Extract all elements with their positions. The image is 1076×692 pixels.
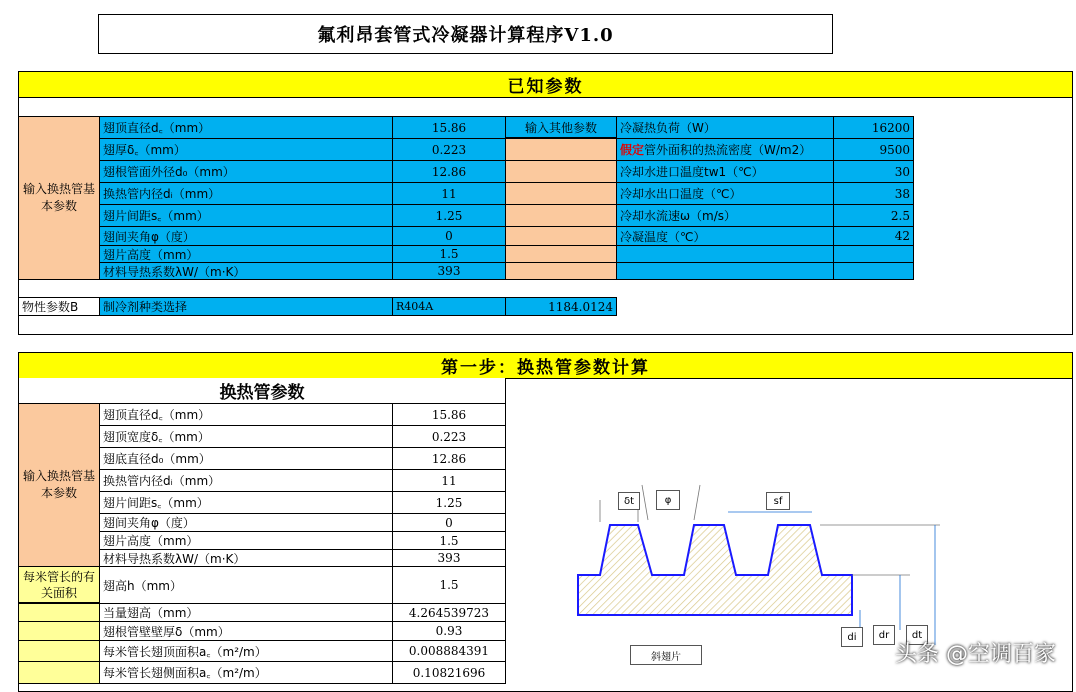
step1-param-name: 当量翅高（mm） <box>99 603 393 622</box>
step1-subheader: 换热管参数 <box>18 378 506 404</box>
step1-param-value: 1.5 <box>392 566 506 604</box>
known-param-name: 翅片高度（mm） <box>99 245 393 263</box>
step1-param-value: 12.86 <box>392 447 506 470</box>
step1-param-name: 翅片高度（mm） <box>99 531 393 550</box>
known-param-name: 翅间夹角φ（度） <box>99 226 393 246</box>
step1-param-name: 翅底直径d₀（mm） <box>99 447 393 470</box>
peach-cell <box>505 226 617 246</box>
known-param-value[interactable]: 1.25 <box>392 204 506 227</box>
other-param-name <box>616 245 834 263</box>
peach-cell <box>505 262 617 280</box>
step1-param-value: 1.25 <box>392 491 506 514</box>
other-param-value <box>833 262 914 280</box>
step1-param-name: 换热管内径dᵢ（mm） <box>99 469 393 492</box>
peach-cell <box>505 138 617 161</box>
step1-param-value: 393 <box>392 549 506 567</box>
other-param-value[interactable]: 9500 <box>833 138 914 161</box>
diagram-caption: 斜翅片 <box>630 645 702 665</box>
step1-param-name: 翅高h（mm） <box>99 566 393 604</box>
yellow-cell <box>18 661 100 684</box>
step1-param-name: 每米管长翅侧面积a꜀（m²/m） <box>99 661 393 684</box>
other-param-name <box>616 262 834 280</box>
other-param-label: 冷凝热负荷（W） <box>620 121 716 135</box>
property-label: 物性参数B <box>18 297 100 316</box>
label-sf: sf <box>766 492 790 510</box>
yellow-cell <box>18 621 100 641</box>
refrigerant-number: 1184.0124 <box>505 297 617 316</box>
step1-param-value: 1.5 <box>392 531 506 550</box>
peach-cell <box>505 245 617 263</box>
known-param-value[interactable]: 0.223 <box>392 138 506 161</box>
label-dt: dt <box>906 625 928 645</box>
other-param-name <box>616 138 834 161</box>
step1-param-name: 翅根管壁壁厚δ（mm） <box>99 621 393 641</box>
known-param-name: 翅顶直径d꜀（mm） <box>99 116 393 139</box>
yellow-cell <box>18 640 100 662</box>
known-param-value[interactable]: 12.86 <box>392 160 506 183</box>
known-param-name: 翅片间距s꜀（mm） <box>99 204 393 227</box>
other-param-value <box>833 245 914 263</box>
other-param-name <box>616 116 834 139</box>
known-param-name: 翅厚δ꜀（mm） <box>99 138 393 161</box>
assumed-prefix: 假定 <box>620 143 645 157</box>
known-param-value[interactable]: 393 <box>392 262 506 280</box>
known-param-value[interactable]: 15.86 <box>392 116 506 139</box>
step1-param-name: 翅顶直径d꜀（mm） <box>99 403 393 426</box>
other-param-label: 冷却水流速ω（m/s） <box>620 209 737 223</box>
step1-param-value: 15.86 <box>392 403 506 426</box>
other-param-value[interactable]: 16200 <box>833 116 914 139</box>
known-param-value[interactable]: 0 <box>392 226 506 246</box>
other-param-label: 冷却水进口温度tw1（℃） <box>620 165 764 179</box>
page-title: 氟利昂套管式冷凝器计算程序V1.0 <box>98 14 833 54</box>
other-param-name <box>616 182 834 205</box>
refrigerant-label: 制冷剂种类选择 <box>99 297 393 316</box>
step1-param-value: 0.223 <box>392 425 506 448</box>
known-param-name: 材料导热系数λW/（m·K） <box>99 262 393 280</box>
refrigerant-select[interactable]: R404A <box>392 297 506 316</box>
other-param-value[interactable]: 30 <box>833 160 914 183</box>
known-params-header: 已知参数 <box>19 72 1072 98</box>
step1-param-name: 每米管长翅顶面积a꜀（m²/m） <box>99 640 393 662</box>
known-param-value[interactable]: 11 <box>392 182 506 205</box>
known-group-label: 输入换热管基本参数 <box>18 116 100 280</box>
known-param-name: 翅根管面外径d₀（mm） <box>99 160 393 183</box>
step1-param-name: 翅间夹角φ（度） <box>99 513 393 532</box>
step1-param-name: 材料导热系数λW/（m·K） <box>99 549 393 567</box>
step1-header: 第一步：换热管参数计算 <box>19 353 1072 379</box>
step1-param-value: 11 <box>392 469 506 492</box>
other-param-value[interactable]: 42 <box>833 226 914 246</box>
step1-param-name: 翅顶宽度δ꜀（mm） <box>99 425 393 448</box>
other-param-label: 管外面积的热流密度（W/m2） <box>644 143 812 157</box>
watermark: 头条 @空调百家 <box>895 642 1056 667</box>
step1-group-label: 输入换热管基本参数 <box>18 403 100 567</box>
step1-param-name: 翅片间距s꜀（mm） <box>99 491 393 514</box>
step1-param-value: 4.264539723 <box>392 603 506 622</box>
other-param-value[interactable]: 2.5 <box>833 204 914 227</box>
peach-cell <box>505 204 617 227</box>
peach-cell <box>505 160 617 183</box>
known-param-name: 换热管内径dᵢ（mm） <box>99 182 393 205</box>
step1-param-value: 0.10821696 <box>392 661 506 684</box>
step1-param-value: 0.93 <box>392 621 506 641</box>
step1-param-value: 0 <box>392 513 506 532</box>
label-delta-t: δt <box>618 492 640 510</box>
yellow-cell <box>18 603 100 622</box>
label-phi: φ <box>656 490 680 510</box>
other-param-label: 冷却水出口温度（℃） <box>620 187 742 201</box>
peach-cell <box>505 182 617 205</box>
other-param-name <box>616 204 834 227</box>
step1-param-value: 0.008884391 <box>392 640 506 662</box>
other-param-value[interactable]: 38 <box>833 182 914 205</box>
other-param-name <box>616 226 834 246</box>
other-param-label: 冷凝温度（℃） <box>620 229 706 244</box>
label-dr: dr <box>873 625 895 645</box>
fin-profile <box>578 525 852 615</box>
other-param-name <box>616 160 834 183</box>
label-di: di <box>841 627 863 647</box>
step1-group2-label: 每米管长的有关面积 <box>18 566 100 603</box>
known-param-value[interactable]: 1.5 <box>392 245 506 263</box>
other-params-label: 输入其他参数 <box>505 116 617 138</box>
